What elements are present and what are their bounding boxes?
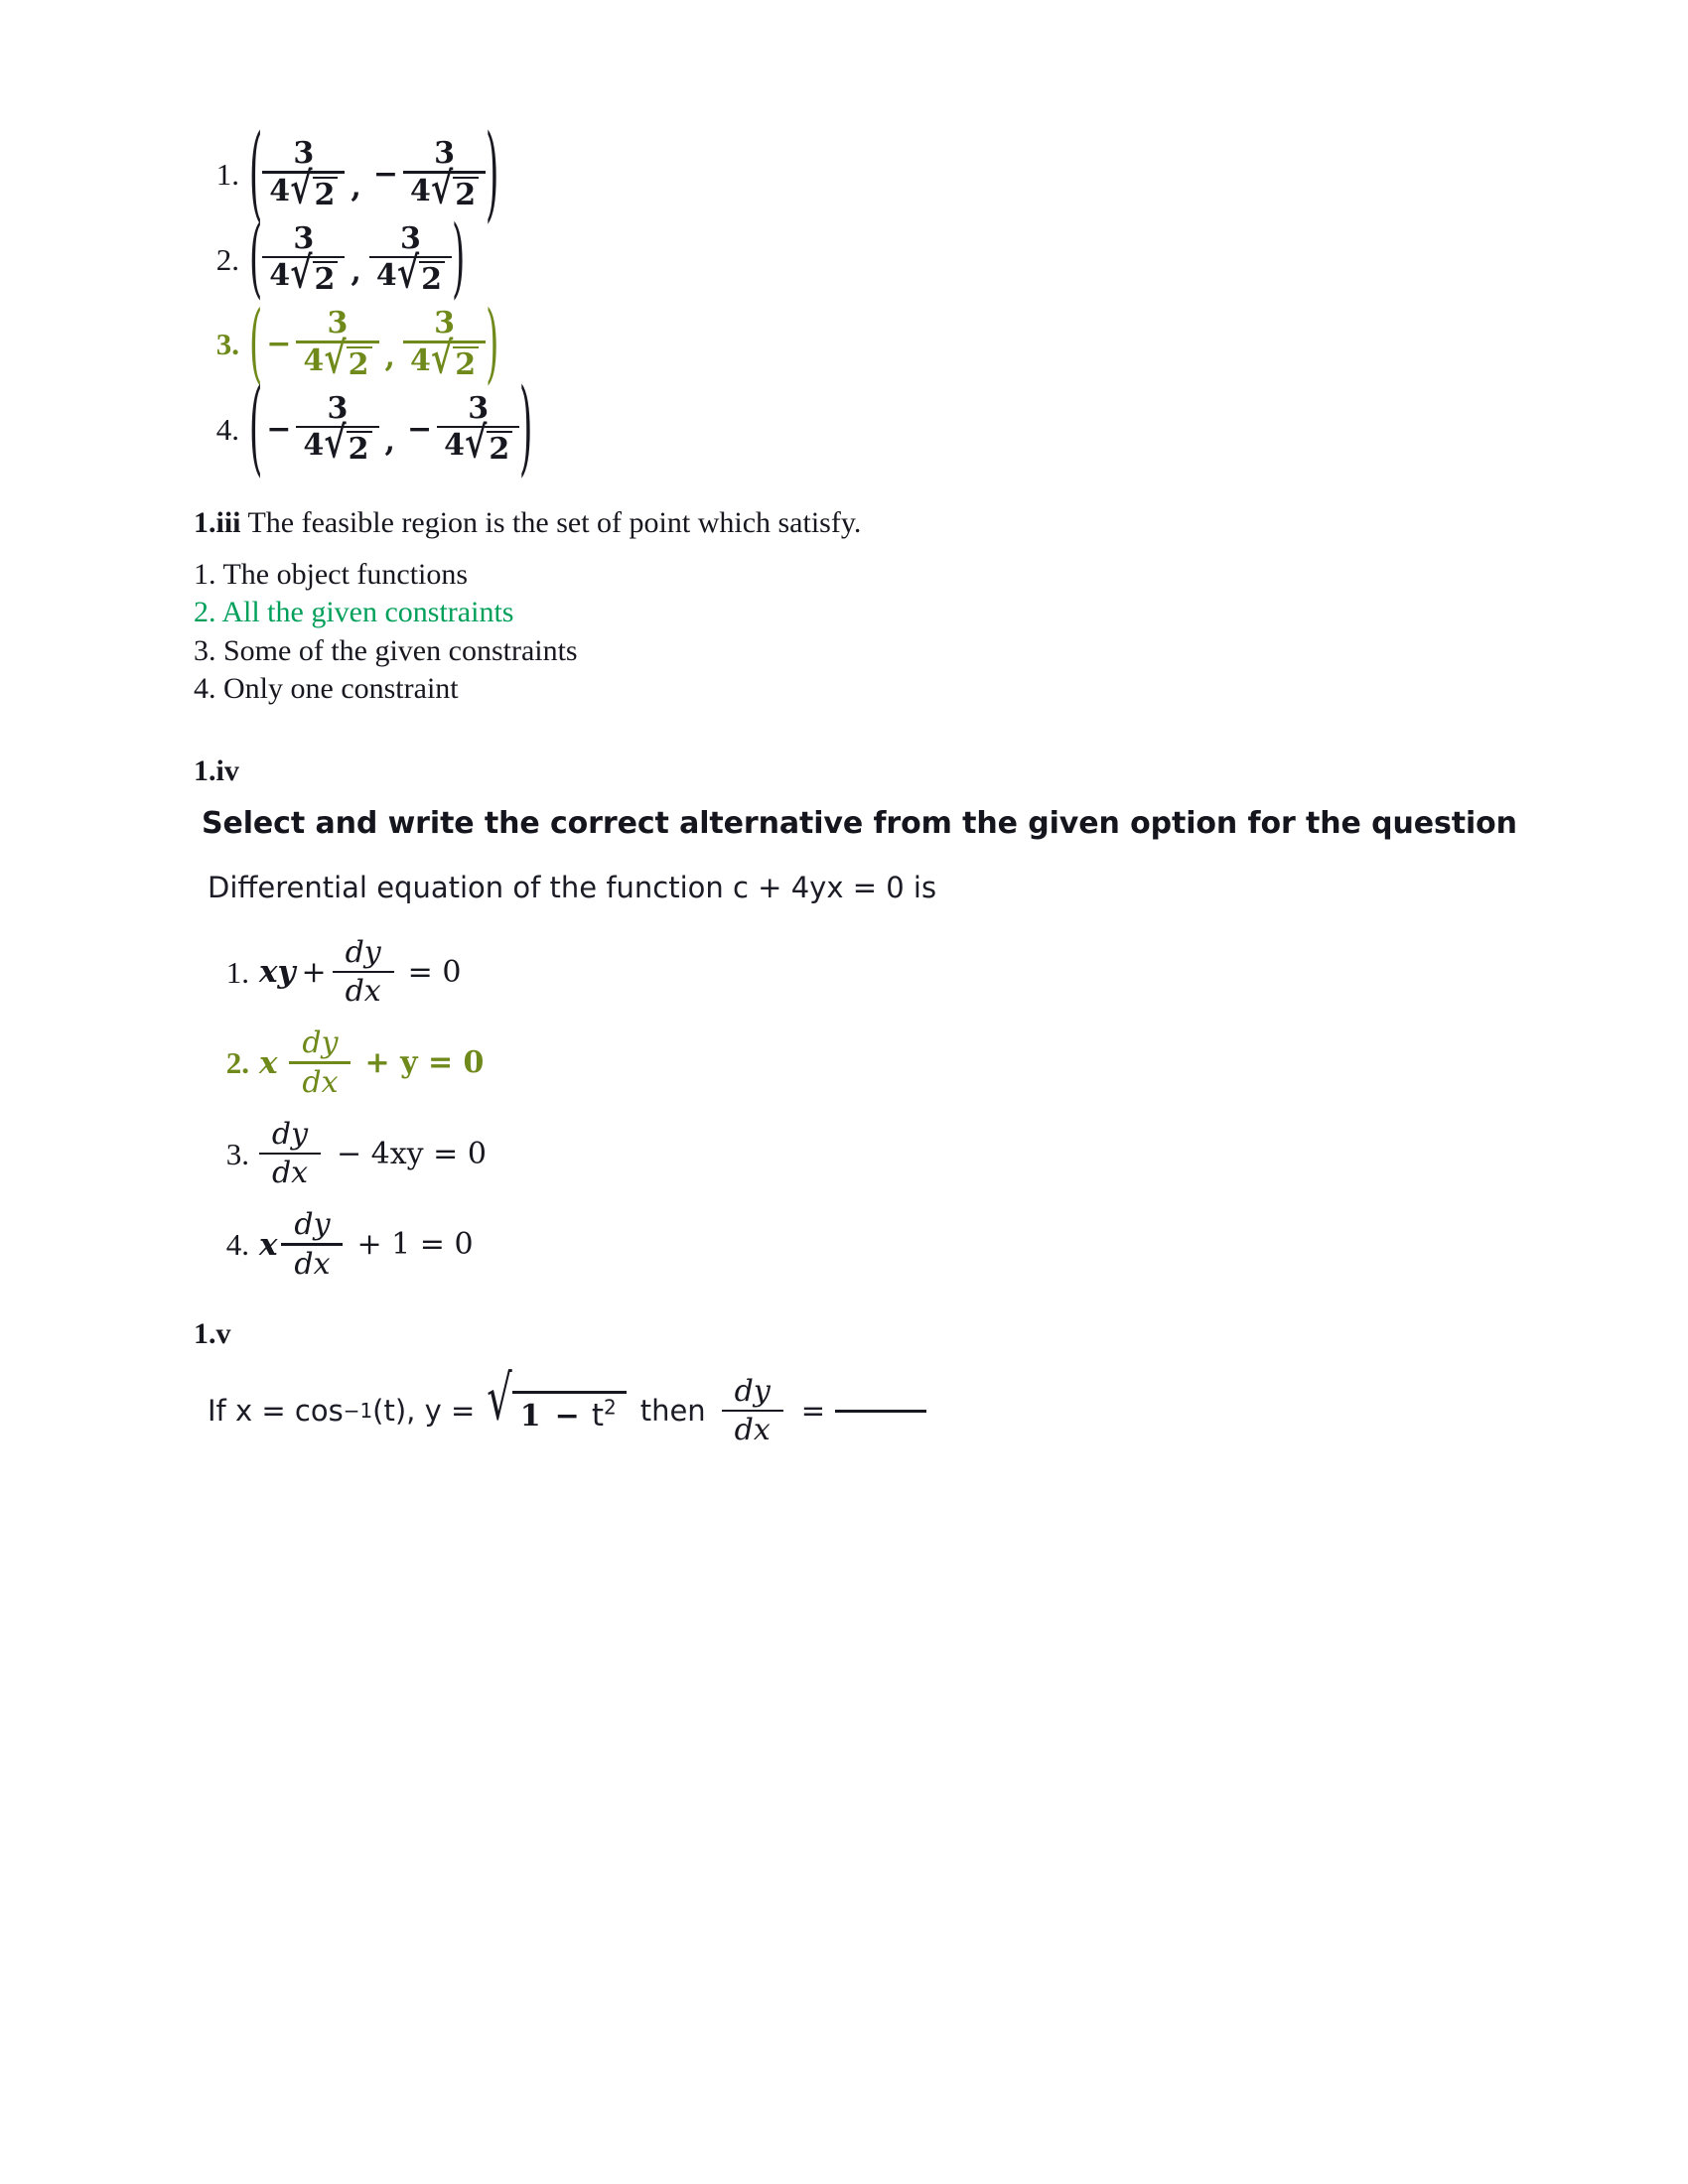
- fraction-numerator: 3: [327, 390, 349, 426]
- question-1v: [194, 1317, 1584, 1446]
- sign-y: −: [372, 157, 398, 193]
- sqrt-icon: [487, 1363, 626, 1434]
- sqrt-icon: √ 2: [290, 177, 338, 210]
- option-row-selected[interactable]: 2. All the given constraints: [194, 596, 514, 629]
- fraction-denominator: dx: [271, 1156, 309, 1191]
- option-row-selected[interactable]: [194, 293, 1584, 395]
- right-paren-icon: ): [519, 368, 533, 490]
- option-expression: [249, 208, 466, 311]
- option-number: 3.: [225, 1136, 249, 1171]
- fraction-denominator: [369, 247, 452, 299]
- sqrt-icon: √ 2: [465, 431, 512, 465]
- option-number: 4.: [215, 411, 239, 447]
- radicand-power: 2: [603, 1395, 617, 1420]
- left-paren-icon: (: [249, 208, 263, 311]
- option-number: 2.: [215, 241, 239, 277]
- expr-tail: = 0: [407, 954, 462, 990]
- operator-plus: +: [301, 954, 327, 990]
- comma-separator: ,: [351, 254, 361, 289]
- radicand: 2: [313, 177, 339, 210]
- option-row[interactable]: [194, 368, 1584, 490]
- den-coefficient: 4: [269, 173, 291, 208]
- question-tag: 1.iv: [194, 753, 239, 787]
- radicand-operator: −: [554, 1398, 580, 1433]
- left-paren-icon: (: [248, 113, 263, 235]
- page-content: [194, 113, 1584, 1448]
- option-row[interactable]: [204, 1207, 1584, 1282]
- expr-tail: + 1 = 0: [356, 1227, 474, 1263]
- fraction-numerator: 3: [293, 220, 315, 256]
- question-1iv: [194, 754, 1584, 1280]
- option-expression: [259, 1025, 490, 1100]
- fraction-numerator: 3: [468, 390, 490, 426]
- fraction-numerator: dy: [734, 1373, 771, 1409]
- fraction-numerator: 3: [327, 306, 349, 341]
- fraction-denominator: [262, 163, 345, 214]
- expr-lead: x: [259, 1226, 278, 1263]
- den-coefficient: 4: [409, 342, 431, 378]
- fraction-x: [296, 306, 378, 384]
- fraction-denominator: [403, 163, 486, 214]
- derivative-fraction: [259, 1116, 321, 1191]
- fraction-denominator: [296, 333, 378, 384]
- option-expression: [259, 1116, 492, 1191]
- option-row[interactable]: 3. Some of the given constraints: [194, 633, 578, 667]
- question-1iii-prompt: [194, 506, 1584, 540]
- expr-lead: xy: [259, 954, 296, 991]
- den-coefficient: 4: [375, 258, 397, 293]
- option-row[interactable]: [204, 1116, 1584, 1191]
- fraction-numerator: 3: [399, 220, 421, 256]
- radicand: 2: [419, 261, 445, 295]
- sign-y: −: [406, 411, 433, 447]
- fraction-y: [403, 136, 486, 214]
- question-1iv-prompt: Differential equation of the function c + 4yx = 0 is: [208, 870, 937, 904]
- left-paren-icon: (: [249, 293, 263, 395]
- option-expression: [248, 113, 499, 235]
- sqrt-icon: √ 2: [324, 346, 371, 380]
- fraction-x: [262, 220, 345, 299]
- fraction-denominator: dx: [294, 1246, 331, 1282]
- radicand: 2: [313, 261, 339, 295]
- option-row[interactable]: 1. The object functions: [194, 558, 469, 591]
- fraction-numerator: dy: [302, 1025, 339, 1061]
- derivative-fraction: [333, 934, 394, 1010]
- prompt-text: The feasible region is the set of point which satisfy.: [247, 506, 862, 539]
- fraction-numerator: dy: [294, 1207, 331, 1243]
- radicand: 2: [453, 177, 479, 210]
- option-row[interactable]: [194, 113, 1584, 235]
- expr-tail: − 4xy = 0: [337, 1136, 487, 1171]
- question-1iii: [194, 506, 1584, 709]
- den-coefficient: 4: [409, 173, 431, 208]
- radicand-variable: t: [591, 1397, 604, 1433]
- fraction-x: [296, 390, 378, 469]
- option-number: 1.: [215, 157, 239, 193]
- option-expression: [259, 1207, 480, 1282]
- sqrt-icon: √ 2: [431, 177, 479, 210]
- fraction-denominator: dx: [734, 1413, 771, 1448]
- option-number: 2.: [225, 1045, 249, 1081]
- sign-x: −: [266, 411, 292, 447]
- fraction-numerator: dy: [271, 1116, 309, 1152]
- derivative-fraction: [722, 1373, 783, 1448]
- option-number: 4.: [225, 1227, 249, 1263]
- section-a-options: [194, 113, 1584, 490]
- radicand: 2: [347, 431, 372, 465]
- fraction-denominator: [403, 333, 486, 384]
- prompt-part-3: then: [639, 1394, 706, 1429]
- prompt-part-1: If x = cos: [208, 1394, 344, 1429]
- den-coefficient: 4: [269, 258, 291, 293]
- fraction-numerator: 3: [434, 306, 455, 341]
- fraction-numerator: dy: [345, 934, 381, 970]
- derivative-fraction: [289, 1025, 351, 1100]
- expr-tail: + y = 0: [364, 1045, 485, 1081]
- derivative-fraction: [281, 1207, 343, 1282]
- sqrt-icon: √ 2: [324, 431, 371, 465]
- answer-blank[interactable]: [835, 1409, 926, 1413]
- prompt-part-2: (t), y =: [372, 1394, 476, 1429]
- right-paren-icon: ): [451, 208, 466, 311]
- option-expression: [259, 934, 467, 1010]
- option-number: 1.: [225, 954, 249, 990]
- den-coefficient: 4: [444, 428, 465, 463]
- equals-sign: =: [800, 1394, 825, 1429]
- fraction-denominator: dx: [302, 1064, 339, 1100]
- den-coefficient: 4: [303, 342, 325, 378]
- option-expression: [248, 368, 533, 490]
- fraction-y: [437, 390, 519, 469]
- fraction-y: [403, 306, 486, 384]
- sqrt-icon: √ 2: [431, 346, 479, 380]
- question-tag: 1.iii: [194, 506, 241, 539]
- option-expression: [249, 293, 499, 395]
- question-1v-prompt: If x = cos −1 (t), y = √ $1 - t^2$ then $\frac{dy}{dx}$ =: [208, 1377, 1584, 1446]
- option-row[interactable]: [194, 208, 1584, 311]
- question-1iv-instruction: Select and write the correct alternative from the given option for the question: [202, 805, 1517, 841]
- question-1iii-options: [194, 556, 1584, 709]
- radicand-lead: 1: [519, 1398, 541, 1433]
- fraction-x: [262, 136, 345, 214]
- fraction-denominator: [262, 247, 345, 299]
- comma-separator: ,: [351, 169, 361, 205]
- expr-lead: x: [259, 1044, 278, 1081]
- sign-x: −: [266, 327, 292, 362]
- right-paren-icon: ): [485, 113, 499, 235]
- comma-separator: ,: [384, 339, 395, 374]
- sqrt-icon: √ 2: [290, 261, 338, 295]
- fraction-denominator: [296, 417, 378, 469]
- fraction-denominator: [437, 417, 519, 469]
- option-row-selected[interactable]: [204, 1025, 1584, 1100]
- question-1iv-options: [204, 934, 1584, 1282]
- radicand: 2: [347, 346, 372, 380]
- option-row[interactable]: [204, 934, 1584, 1010]
- fraction-y: [369, 220, 452, 299]
- fraction-denominator: dx: [345, 974, 381, 1010]
- den-coefficient: 4: [303, 428, 325, 463]
- radicand: 2: [487, 431, 512, 465]
- right-paren-icon: ): [486, 293, 499, 395]
- radical-glyph: √: [487, 1363, 512, 1434]
- radicand: 2: [453, 346, 479, 380]
- sqrt-icon: √ 2: [397, 261, 445, 295]
- radicand-group: [512, 1391, 627, 1432]
- fraction-numerator: 3: [434, 136, 455, 171]
- question-tag: 1.v: [194, 1316, 231, 1350]
- left-paren-icon: (: [248, 368, 263, 490]
- comma-separator: ,: [384, 424, 395, 459]
- option-number: 3.: [215, 327, 239, 362]
- fraction-numerator: 3: [293, 136, 315, 171]
- option-row[interactable]: 4. Only one constraint: [194, 672, 459, 706]
